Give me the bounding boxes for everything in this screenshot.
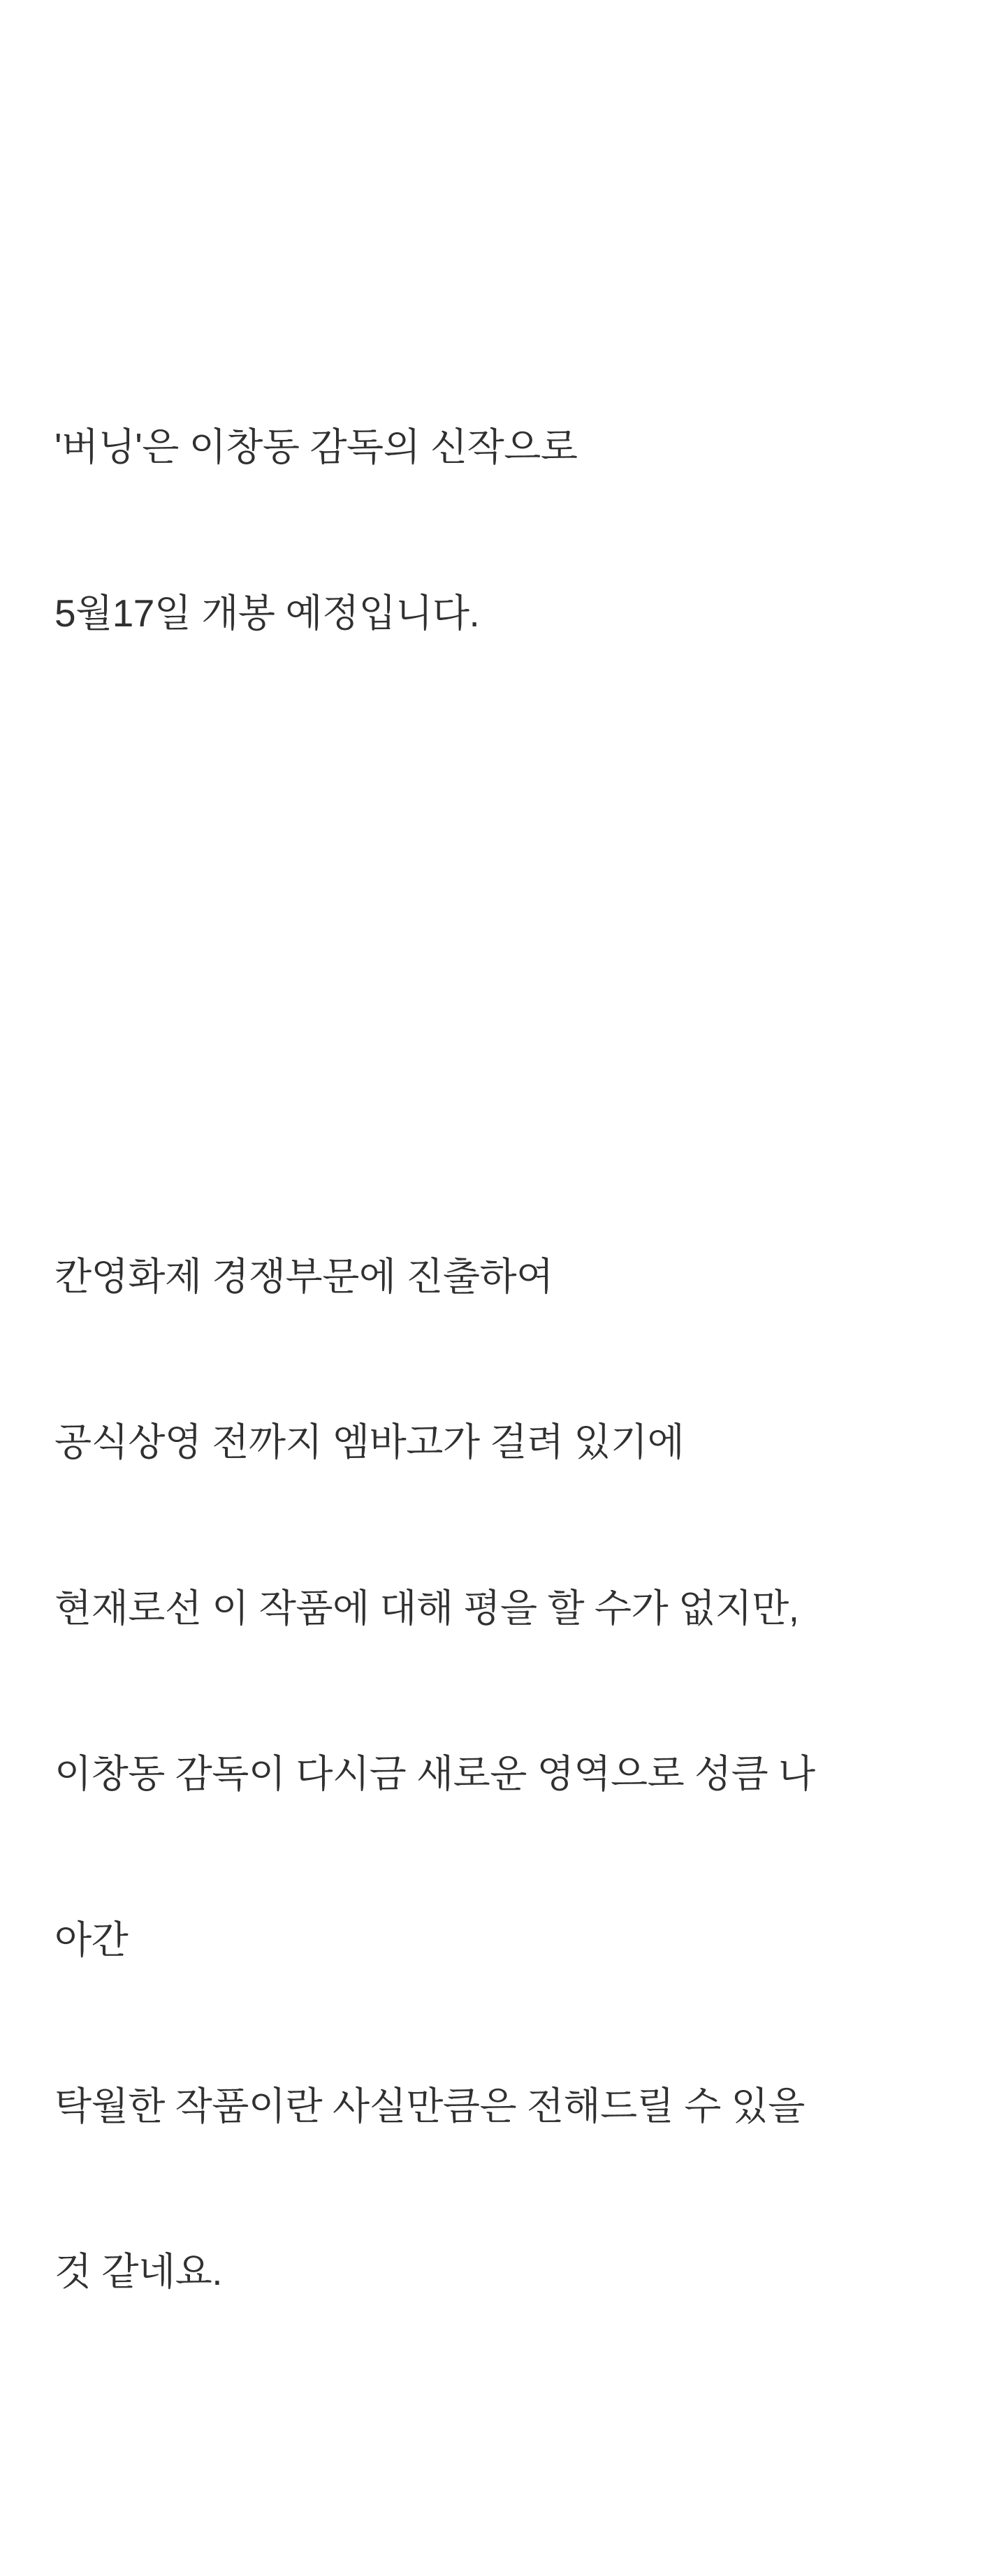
paragraph-1 <box>54 309 957 752</box>
text-line: 칸영화제 경쟁부문에 진출하여 <box>54 1254 553 1298</box>
text-line: 5월17일 개봉 예정입니다. <box>54 591 480 635</box>
text-line: 탁월한 작품이란 사실만큼은 전해드릴 수 있을 <box>54 2084 805 2128</box>
document-text-body <box>54 143 957 2576</box>
text-line: 이창동 감독이 다시금 새로운 영역으로 성큼 나 <box>54 1752 815 1796</box>
text-line: 아간 <box>54 1918 129 1962</box>
text-line: '버닝'은 이창동 감독의 신작으로 <box>54 425 578 469</box>
paragraph-spacer <box>54 918 957 973</box>
text-line: 현재로선 이 작품에 대해 평을 할 수가 없지만, <box>54 1586 799 1630</box>
text-line: 것 같네요. <box>54 2250 223 2294</box>
text-line: 공식상영 전까지 엠바고가 걸려 있기에 <box>54 1420 685 1464</box>
paragraph-2 <box>54 1138 957 2410</box>
